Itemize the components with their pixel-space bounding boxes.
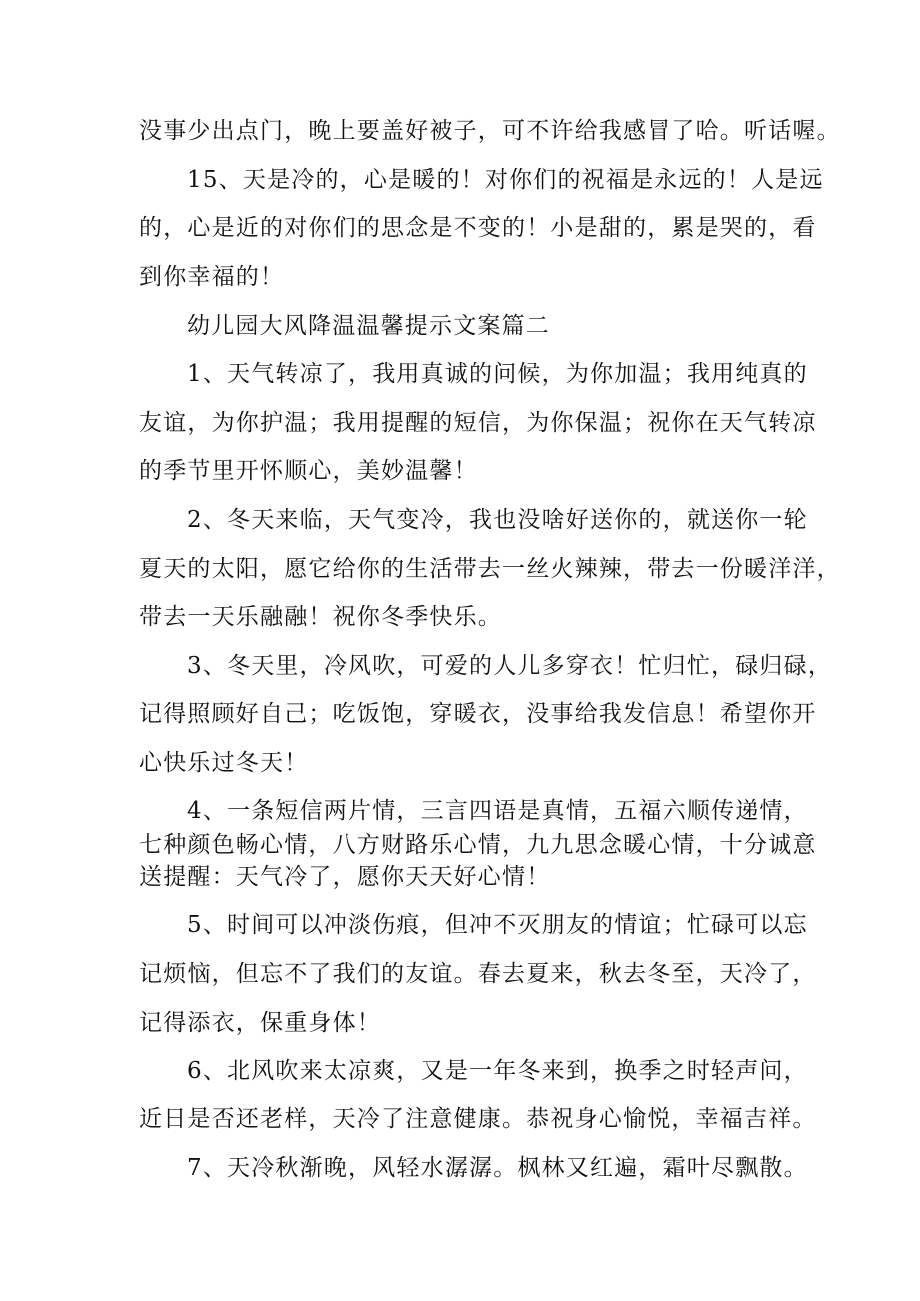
text-line: 夏天的太阳，愿它给你的生活带去一丝火辣辣，带去一份暖洋洋，	[139, 556, 841, 582]
text-line: 6、北风吹来太凉爽，又是一年冬来到，换季之时轻声问，	[187, 1058, 808, 1084]
text-line: 记得添衣，保重身体！	[139, 1010, 381, 1036]
section-heading: 幼儿园大风降温温馨提示文案篇二	[187, 313, 550, 339]
text-line: 到你幸福的！	[139, 264, 285, 290]
text-line: 带去一天乐融融！祝你冬季快乐。	[139, 604, 502, 630]
text-line: 的季节里开怀顺心，美妙温馨！	[139, 458, 478, 484]
text-line: 5、时间可以冲淡伤痕，但冲不灭朋友的情谊；忙碌可以忘	[187, 912, 808, 938]
text-line: 没事少出点门，晚上要盖好被子，可不许给我感冒了哈。听话喔。	[139, 118, 841, 144]
text-line: 记烦恼，但忘不了我们的友谊。春去夏来，秋去冬至，天冷了，	[139, 961, 817, 987]
text-line: 友谊，为你护温；我用提醒的短信，为你保温；祝你在天气转凉	[139, 410, 817, 436]
text-line: 记得照顾好自己；吃饭饱，穿暖衣，没事给我发信息！希望你开	[139, 701, 817, 727]
text-line: 7、天冷秋渐晚，风轻水潺潺。枫林又红遍，霜叶尽飘散。	[187, 1155, 808, 1181]
text-line: 的，心是近的对你们的思念是不变的！小是甜的，累是哭的，看	[139, 215, 817, 241]
text-line: 15、天是冷的，心是暖的！对你们的祝福是永远的！人是远	[187, 167, 824, 193]
text-line: 七种颜色畅心情，八方财路乐心情，九九思念暖心情，十分诚意	[139, 832, 817, 858]
text-line: 心快乐过冬天！	[139, 750, 309, 776]
text-line: 3、冬天里，冷风吹，可爱的人儿多穿衣！忙归忙，碌归碌，	[187, 653, 833, 679]
text-line: 送提醒：天气冷了，愿你天天好心情！	[139, 864, 551, 890]
text-line: 4、一条短信两片情，三言四语是真情，五福六顺传递情，	[187, 798, 808, 824]
text-line: 近日是否还老样，天冷了注意健康。恭祝身心愉悦，幸福吉祥。	[139, 1106, 817, 1132]
text-line: 1、天气转凉了，我用真诚的问候，为你加温；我用纯真的	[187, 361, 808, 387]
text-line: 2、冬天来临，天气变冷，我也没啥好送你的，就送你一轮	[187, 507, 808, 533]
